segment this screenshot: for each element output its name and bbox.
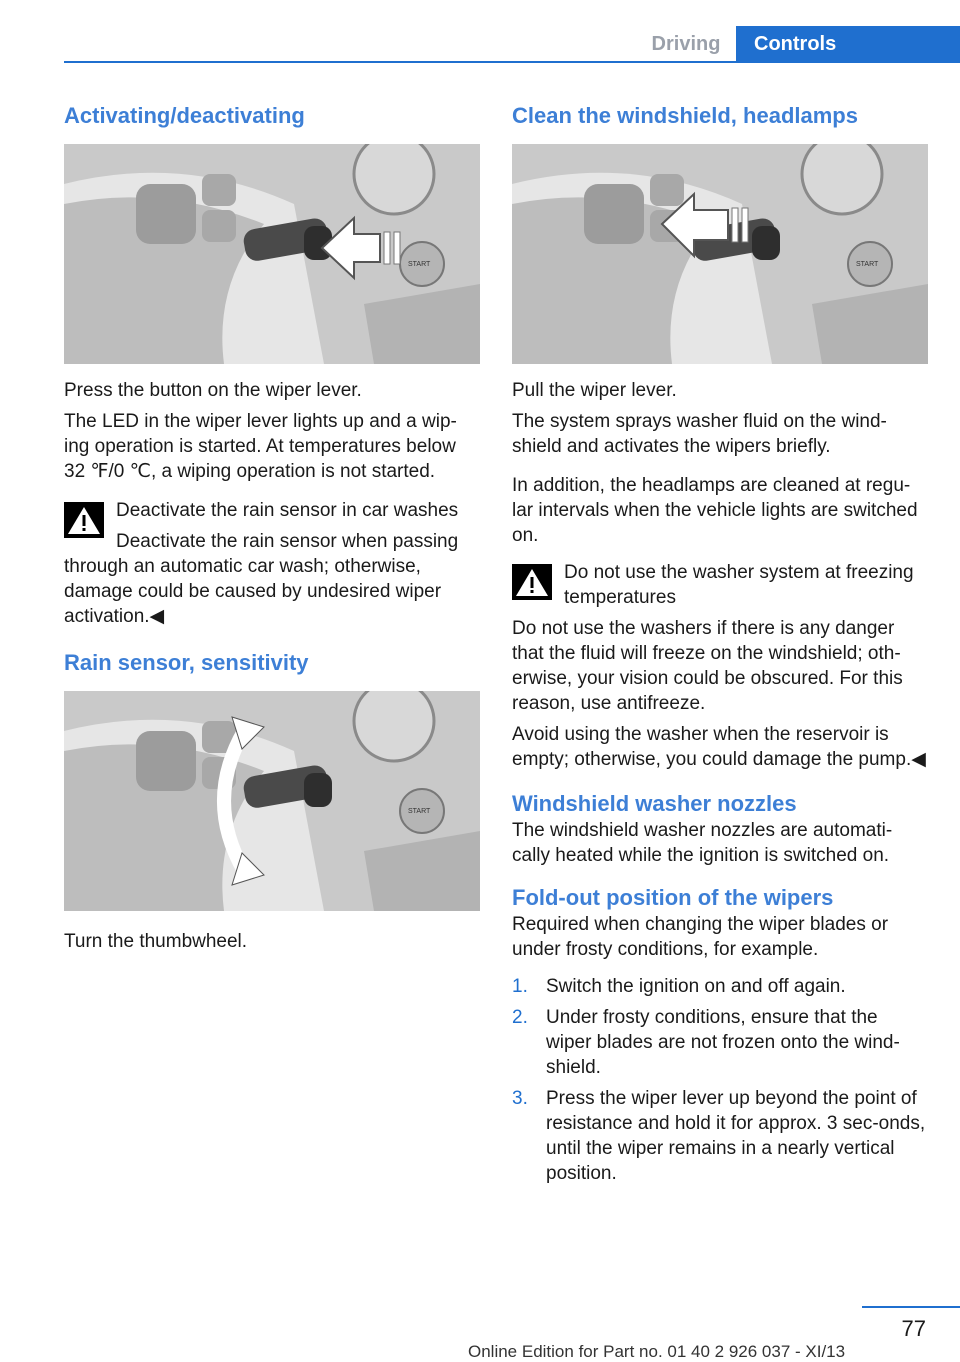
list-item <box>512 1086 928 1186</box>
list-item <box>512 974 928 999</box>
paragraph-sprays: The system sprays washer fluid on the wind‐shield and activates the wipers briefly. <box>512 411 887 457</box>
footer-edition: Online Edition for Part no. 01 40 2 926 037 - XI/13 <box>468 1342 846 1361</box>
figure-thumbwheel <box>64 691 480 911</box>
steps-list <box>512 974 928 1186</box>
warning-triangle-icon <box>512 564 552 600</box>
warning-triangle-icon <box>64 502 104 538</box>
paragraph-pull-lever: Pull the wiper lever. <box>512 380 677 401</box>
heading-activating: Activating/deactivating <box>64 103 305 128</box>
warning-title: Deactivate the rain sensor in car washes <box>116 500 459 521</box>
left-column <box>64 100 480 954</box>
paragraph-foldout: Required when changing the wiper blades or under frosty conditions, for example. <box>512 914 889 960</box>
paragraph-headlamps: In addition, the headlamps are cleaned at regu‐lar intervals when the vehicle lights are switched on. <box>512 475 918 546</box>
tab-driving: Driving <box>651 33 721 55</box>
page-number: 77 <box>901 1316 926 1341</box>
step-text: Under frosty conditions, ensure that the wiper blades are not frozen onto the wind‐shield. <box>546 1007 900 1078</box>
heading-clean: Clean the windshield, headlamps <box>512 103 858 128</box>
paragraph-thumbwheel: Turn the thumbwheel. <box>64 931 248 952</box>
warning-freezing <box>512 560 928 610</box>
step-text: Switch the ignition on and off again. <box>546 976 846 997</box>
svg-text:START: START <box>408 261 431 268</box>
heading-foldout: Fold-out position of the wipers <box>512 885 834 910</box>
step-number: 1. <box>512 976 528 997</box>
warning-body-reservoir: Avoid using the washer when the reservoir is empty; otherwise, you could damage the pump.◀ <box>512 724 926 770</box>
warning-title: Do not use the washer system at freezing temperatures <box>564 562 914 608</box>
step-number: 3. <box>512 1088 528 1109</box>
paragraph-press-button: Press the button on the wiper lever. <box>64 380 362 401</box>
tab-controls: Controls <box>736 26 960 62</box>
figure-wiper-pull <box>512 144 928 364</box>
list-item <box>512 1005 928 1080</box>
header-rule <box>64 61 960 63</box>
paragraph-nozzles: The windshield washer nozzles are automati‐cally heated while the ignition is switched on. <box>512 820 893 866</box>
warning-body: Deactivate the rain sensor when passing through an automatic car wash; otherwise, damage could be caused by undesired wiper activation.◀ <box>64 531 459 627</box>
heading-rain-sensor: Rain sensor, sensitivity <box>64 650 309 675</box>
step-text: Press the wiper lever up beyond the point of resistance and hold it for approx. 3 sec‐onds, until the wiper remains in a nearly vertical position. <box>546 1088 926 1184</box>
warning-rain-sensor <box>64 498 480 629</box>
paragraph-led: The LED in the wiper lever lights up and a wip‐ing operation is started. At temperatures below 32 ℉/0 ℃, a wiping operation is not started. <box>64 411 457 482</box>
svg-text:START: START <box>856 261 879 268</box>
footer-rule <box>862 1306 960 1308</box>
svg-text:START: START <box>408 808 431 815</box>
warning-body-antifreeze: Do not use the washers if there is any danger that the fluid will freeze on the windshield; oth‐erwise, your vision could be obscured. For this reason, use antifreeze. <box>512 618 903 714</box>
step-number: 2. <box>512 1007 528 1028</box>
figure-wiper-button <box>64 144 480 364</box>
right-column <box>512 100 928 1186</box>
heading-nozzles: Windshield washer nozzles <box>512 791 797 816</box>
